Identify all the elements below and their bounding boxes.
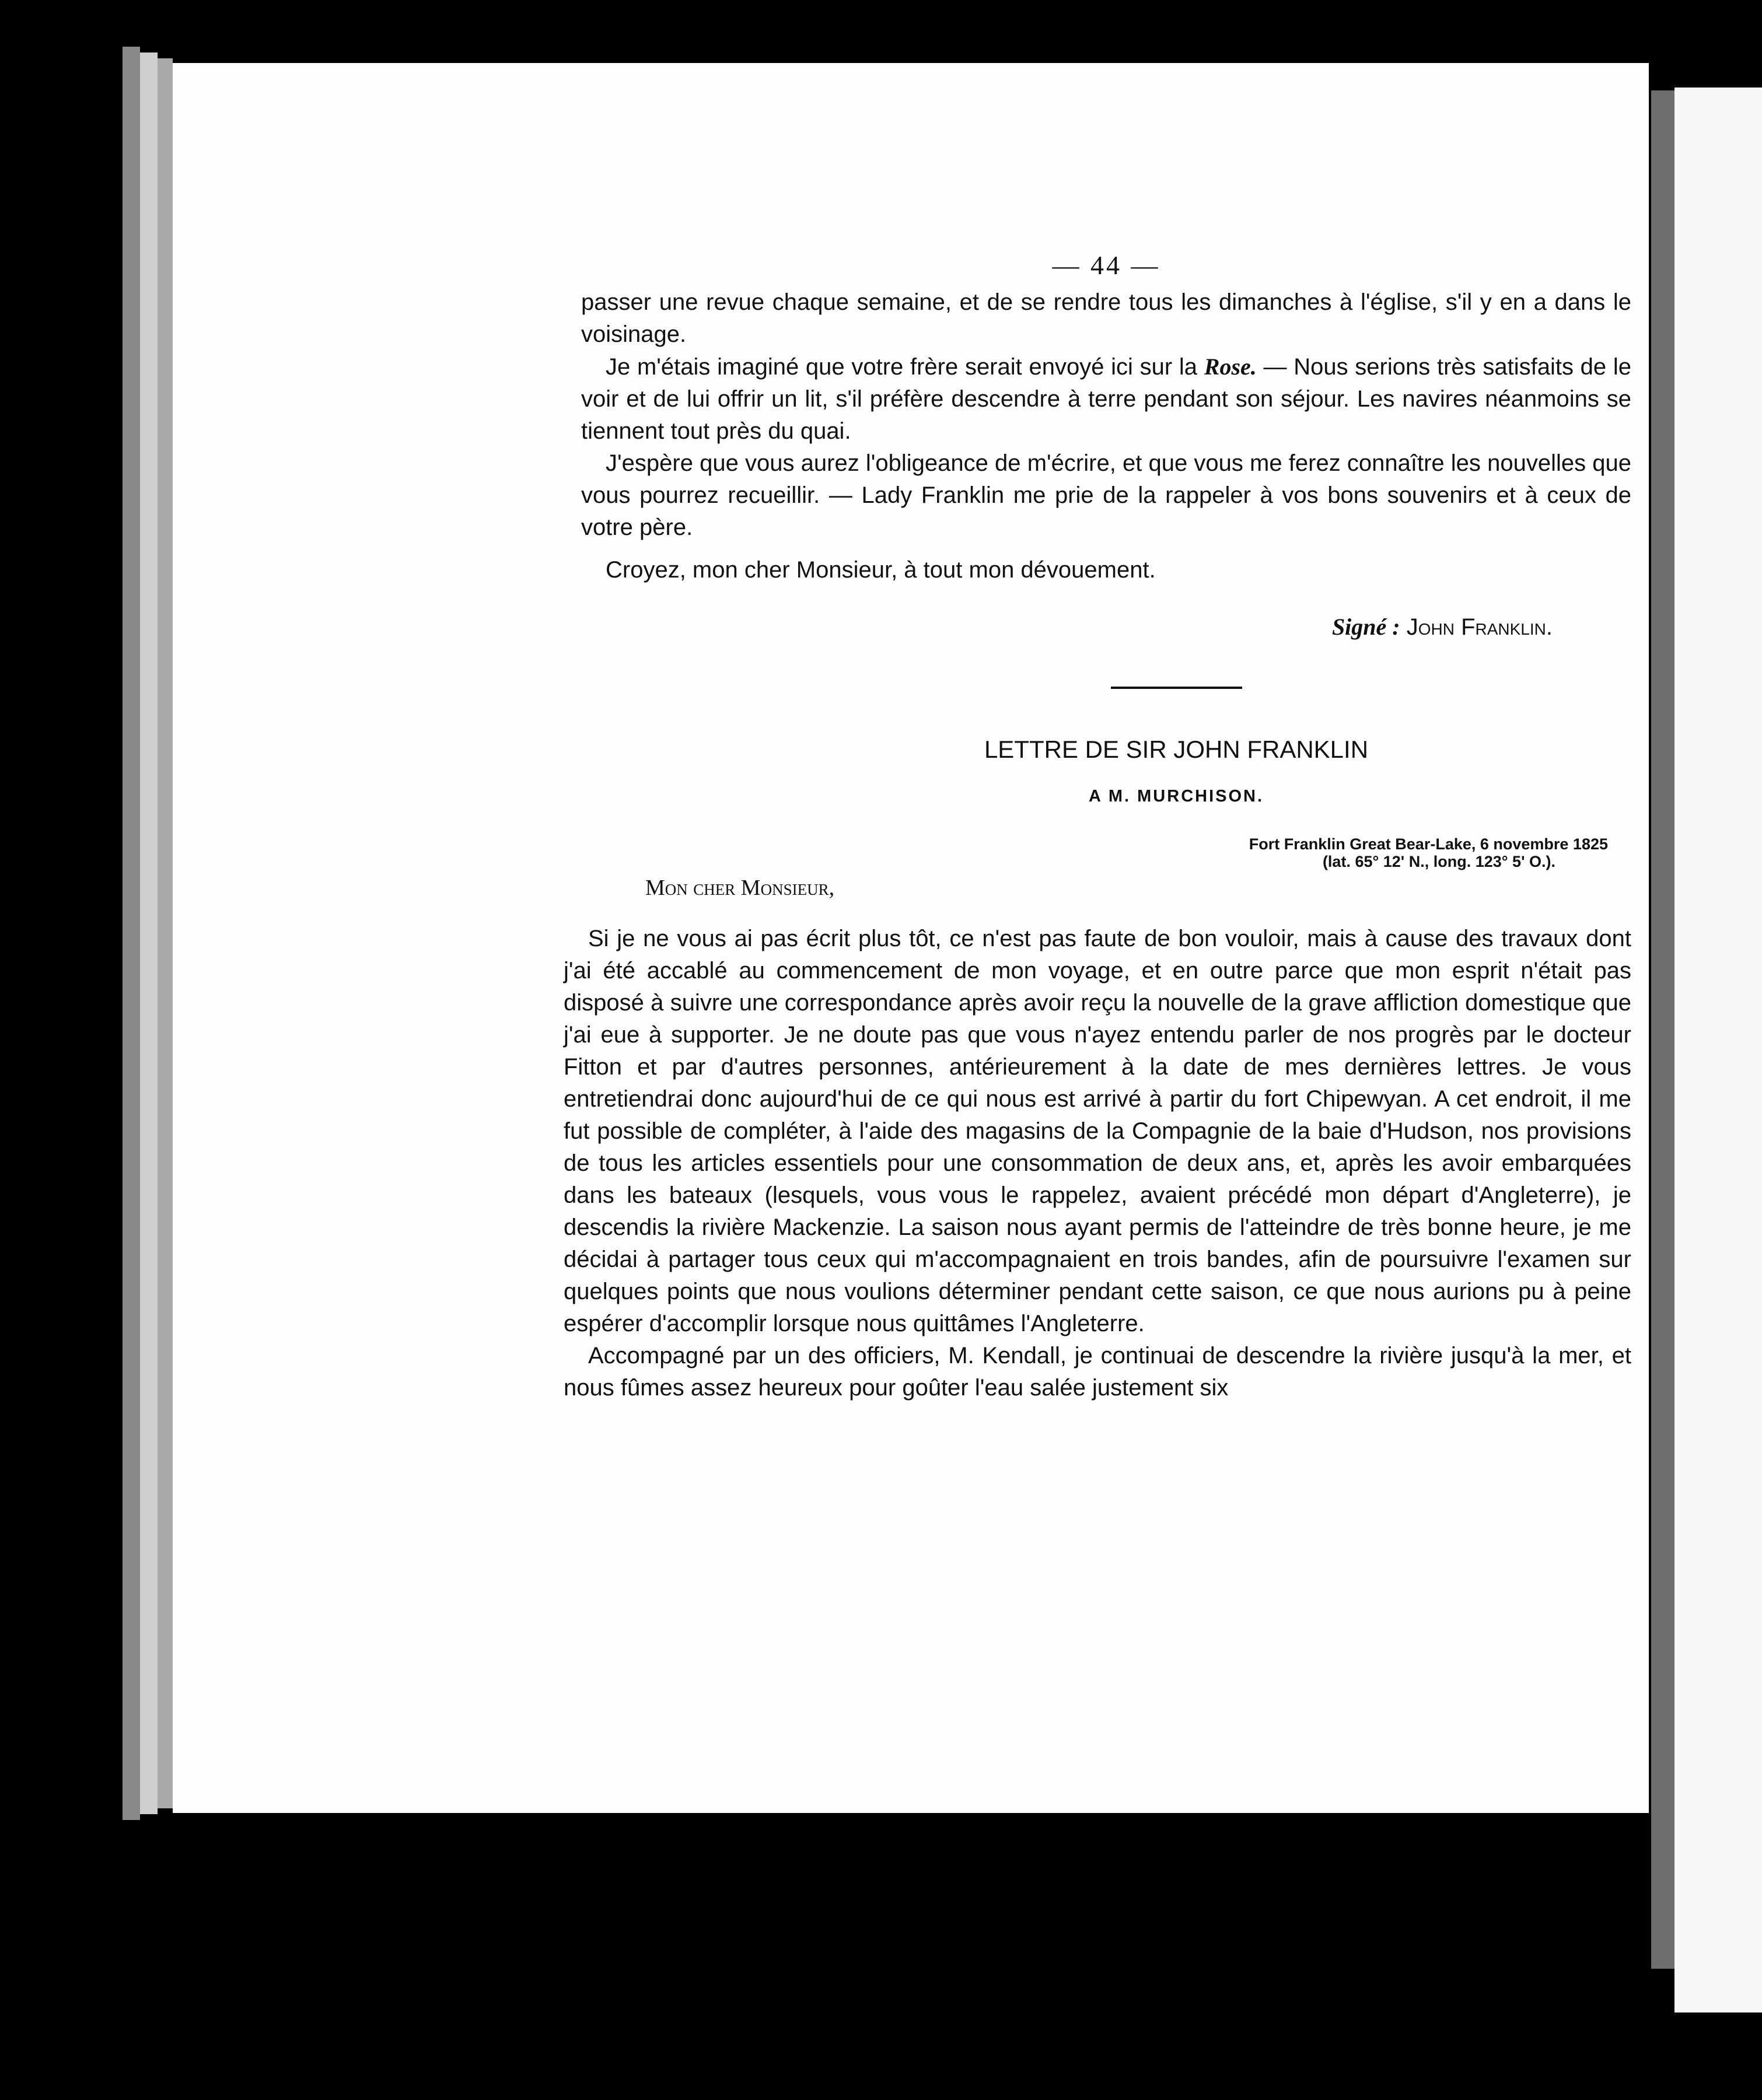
dateline-coordinates: (lat. 65° 12' N., long. 123° 5' O.). [1322,853,1555,870]
letter-title: LETTRE DE SIR JOHN FRANKLIN [984,736,1369,763]
closing-line: Croyez, mon cher Monsieur, à tout mon dévouement. [606,557,1156,583]
paragraph [581,351,1631,447]
paragraph: J'espère que vous aurez l'obligeance de m'écrire, et que vous me ferez connaître les nouvelles que vous pourrez recueillir. — Lady Franklin me prie de la rappeler à vos bons souvenirs et à ceux de votre père. [581,450,1631,540]
page-number: — 44 — [1052,250,1160,280]
paragraph: Si je ne vous ai pas écrit plus tôt, ce n'est pas faute de bon vouloir, mais à cause des travaux dont j'ai été accablé au commencement de mon voyage, et en outre parce que mon esprit n'était pas disposé à suivre une correspondance après avoir reçu la nouvelle de la grave affliction domestique que j'ai eue à supporter. Je ne doute pas que vous n'ayez entendu parler de nos progrès par le docteur Fitton et par d'autres personnes, antérieurement à la date de mes dernières lettres. Je vous entretiendrai donc aujourd'hui de ce qui nous est arrivé à partir du fort Chipewyan. A cet endroit, il me fut possible de compléter, à l'aide des magasins de la Compagnie de la baie d'Hudson, nos provisions de tous les articles essentiels pour une consommation de deux ans, et, après les avoir embarquées dans les bateaux (lesquels, vous vous le rappelez, avaient précédé mon départ d'Angleterre), je descendis la rivière Mackenzie. La saison nous ayant permis de l'atteindre de très bonne heure, je me décidai à partager tous ceux qui m'accompagnaient en trois bandes, afin de poursuivre l'examen sur quelques points que nous voulions déterminer pendant cette saison, ce que nous aurions pu à peine espérer d'accomplir lorsque nous quittâmes l'Angleterre. [564,926,1631,1336]
page-edge-stack [140,52,158,1814]
letter-body [564,923,1631,1404]
section-divider [1111,687,1242,689]
signature [581,611,1631,643]
dateline-place: Fort Franklin Great Bear-Lake, 6 novembre 1825 [1249,835,1608,853]
paragraph: passer une revue chaque semaine, et de se rendre tous les dimanches à l'église, s'il y en a dans le voisinage. [581,289,1631,347]
signature-label: Signé : [1331,614,1400,640]
book-page [173,63,1649,1813]
letter-subtitle: A M. MURCHISON. [1088,787,1264,806]
signature-name: John Franklin. [1406,614,1553,640]
book-gutter [1651,90,1674,1969]
paragraph: Accompagné par un des officiers, M. Kendall, je continuai de descendre la rivière jusqu'à la mer, et nous fûmes assez heureux pour goûter l'eau salée justement six [564,1343,1631,1401]
page-edge-stack [123,47,140,1820]
facing-page [1674,88,1762,2013]
paragraph-text: Je m'étais imaginé que votre frère serait envoyé ici sur la [606,354,1198,380]
page-content [564,250,1631,1404]
ship-name: Rose. [1204,354,1257,380]
page-edge-stack [158,58,173,1808]
salutation: Mon cher Monsieur, [645,876,835,900]
paragraph-text: — Nous serions très satisfaits de le voir et de lui offrir un lit, s'il préfère descendre à terre pendant son séjour. Les navires néanmoins se tiennent tout près du quai. [581,354,1631,444]
dateline [581,835,1631,870]
